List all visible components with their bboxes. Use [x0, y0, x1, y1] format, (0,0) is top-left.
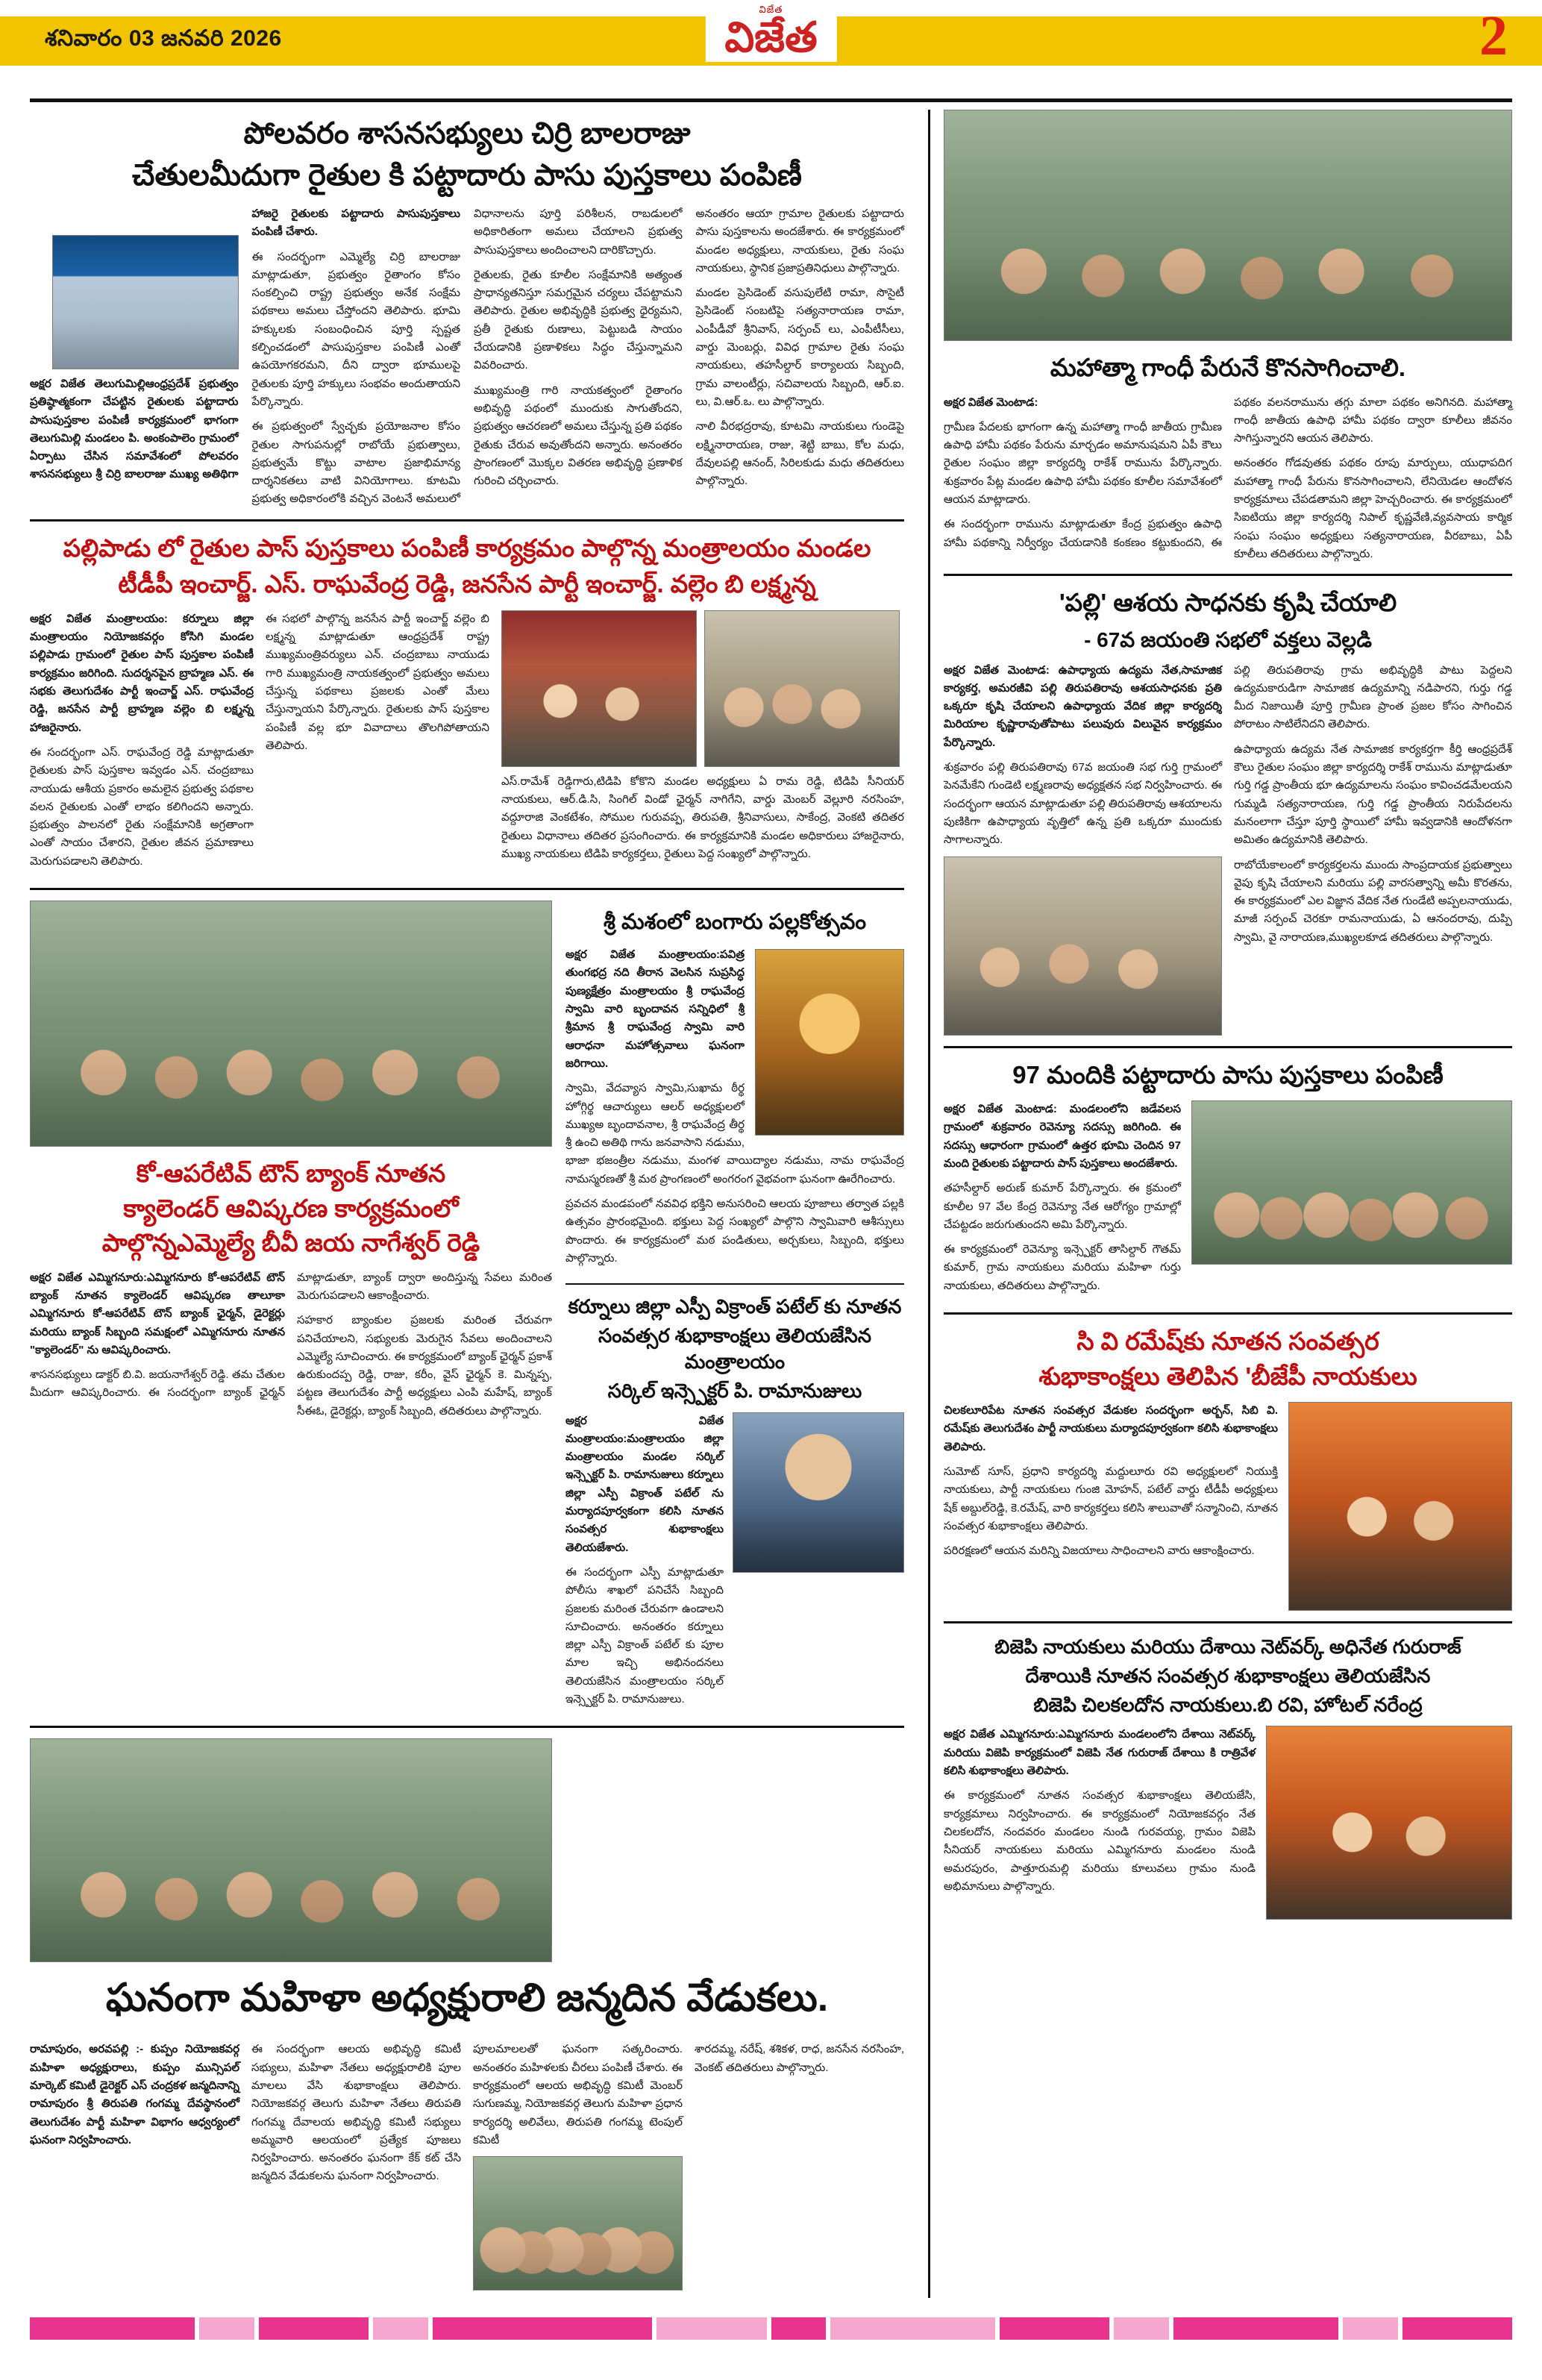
article-headline: 'పల్లి' ఆశయ సాధనకు కృషి చేయాలి [1059, 589, 1397, 617]
paragraph: అనంతరం గోడవుతకు పథకం రూపు మార్పులు, యుధాపదిగ మహాత్మా గాంధీ పేరును కొనసాగించాలని, లేనియెడల ఆందోళన కార్యక్రమాలు చేపడతామని జిల్లా హెచ్చరించారు. ఈ కార్యక్రమంలో సిఐటియు జిల్లా కార్యదర్శి నిపాల్ కృష్ణవేణి,వ్యవసాయ కార్మిక సంఘ సంఘం అధ్యక్షులు సత్యనారాయణ, వీరబాబు, ఏపీ కూలీలు తదితరులు పాల్గొన్నారు. [1234, 457, 1512, 560]
article-photo-group [30, 901, 552, 1147]
footer-decorative-bar [30, 2317, 1512, 2340]
paragraph: పూలమాలలతో ఘనంగా సత్కరించారు. అనంతరం మహిళలకు చీరలు పంపిణీ చేశారు. ఈ కార్యక్రమంలో ఆలయ అభివృద్ధి కమిటీ మెంబర్ సుగుణమ్మ, నియోజకవర్గ తెలుగు మహిళా ప్రధాన కార్యదర్శి అలివేలు, తిరుపతి గంగమ్మ టెంపుల్ కమిటీ [473, 2043, 683, 2146]
paragraph: ఈ సందర్భంగా ఎస్పీ మాట్లాడుతూ పోలీసు శాఖలో పనిచేసే సిబ్బంది ప్రజలకు మరింత చేరువగా ఉండాలని సూచించారు. అనంతరం కర్నూలు జిల్లా ఎస్పీ విక్రాంత్ పటేల్ కు పూల మాల ఇచ్చి అభినందనలు తెలియజేసిన మంత్రాలయం సర్కిల్ ఇన్స్పెక్టర్ పి. రామానుజులు. [565, 1565, 724, 1706]
article-gandhi-scheme [944, 394, 1512, 564]
section-divider [944, 1046, 1512, 1048]
right-column [941, 110, 1512, 2298]
article-headline-line1: పోలవరం శాసనసభ్యులు చిర్రి బాలరాజు [243, 117, 691, 150]
article-photo-officer [733, 1412, 904, 1573]
paragraph: అక్షర విజేత మంత్రాలయం:మంత్రాలయం జిల్లా మంత్రాలయం మండల సర్కిల్ ఇన్స్పెక్టర్ పి. రామానుజులు కర్నూలు జిల్లా ఎస్పీ విక్రాంత్ పటేల్ ను మర్యాదపూర్వకంగా కలిసి నూతన సంవత్సర శుభాకాంక్షలు తెలియజేశారు. [565, 1414, 724, 1554]
paragraph: రామాపురం, అరవపల్లి :- కుప్పం నియోజకవర్గ మహిళా అధ్యక్షురాలు, కుప్పం మున్సిపల్ మార్కెట్ కమిటీ డైరెక్టర్ ఎస్ చంద్రకళ జన్మదినాన్ని రామాపురం శ్రీ తిరుపతి గంగమ్మ దేవస్థానంలో తెలుగుదేశం పార్టీ మహిళా విభాగం ఆధ్వర్యంలో ఘనంగా నిర్వహించారు. [30, 2043, 239, 2146]
article-headline-line1: సి వి రమేష్‌కు నూతన సంవత్సర [1076, 1327, 1379, 1356]
article-headline-line1: పల్లిపాడు లో రైతుల పాస్ పుస్తకాలు పంపిణీ కార్యక్రమం పాల్గొన్న మంత్రాలయం మండల [63, 533, 871, 562]
page-content [0, 102, 1542, 2298]
paragraph: అక్షర విజేత ఎమ్మిగనూరు:ఎమ్మిగనూరు కో-ఆపరేటివ్ టౌన్ బ్యాంక్ నూతన క్యాలెండర్ ఆవిష్కరణ తాలూకా ఎమ్మిగనూరు కో-ఆపరేటివ్ టౌన్ బ్యాంక్ ఛైర్మన్, డైరెక్టర్లు మరియు బ్యాంక్ సిబ్బంది సమక్షంలో ఎమ్మిగనూరు నూతన "క్యాలెండర్" ను ఆవిష్కరించారు. [30, 1271, 285, 1356]
article-womens-president-birthday [30, 1738, 904, 2290]
newspaper-logo [705, 4, 836, 62]
paragraph: అక్షర విజేత మంత్రాలయం:పవిత్ర తుంగభద్ర నది తీరాన వెలసిన సుప్రసిద్ధ పుణ్యక్షేత్రం మంత్రాలయం శ్రీ రాఘవేంద్ర స్వామి వారి బృందావన సన్నిధిలో శ్రీ శ్రీమాన శ్రీ రాఘవేంద్ర స్వామి వారి ఆరాధనా మహోత్సవాలు ఘనంగా జరిగాయి. [565, 948, 745, 1070]
article-photo-gathering [30, 1738, 552, 1962]
paragraph: అక్షర విజేత మంత్రాలయం: కర్నూలు జిల్లా మంత్రాలయం నియోజకవర్గం కోసిగి మండల పల్లిపాడు గ్రామంలో రైతుల పాస్ పుస్తకాల పంపిణీ కార్యక్రమం జరిగింది. సుదర్శనపైన బ్రాహ్మణ ఎస్. ఈ సభకు తెలుగుదేశం పార్టీ ఇంచార్జ్ ఎస్. రాఘవేంద్ర రెడ్డి, జనసేన పార్టీ బ్రాహ్మణ వల్లెం బి లక్ష్మన్న హాజరైనారు. [30, 612, 254, 734]
article-97-pattadar-books [944, 1100, 1512, 1302]
article-photo-bjp-leaders [1266, 1726, 1512, 1920]
paragraph: ఈ సందర్భంగా రామును మాట్లాడుతూ కేంద్ర ప్రభుత్వం ఉపాధి హామీ పథకాన్ని నిర్వీర్యం చేయడానికి కంకణం కట్టుకుందని, ఈ పథకం వలనరామును తగ్గు మాలా పథకం అనిగినది. మహాత్మా గాంధీ జాతీయ ఉపాధి హామీ పథకం ద్వారా కూలీలు జీవనం సాగిస్తున్నారని ఆయన తెలిపారు. [944, 395, 1512, 549]
paragraph: రైతులకు, రైతు కూలీల సంక్షేమానికి అత్యంత ప్రాధాన్యతనిస్తూ సమగ్రమైన చర్యలు చేపట్టామని తెలిపారు. రైతుల అభివృద్ధికి ప్రభుత్వ ధైర్యమని, ప్రతీ రైతుకు రుణాలు, పెట్టుబడి సాయం చేయడానికి ప్రణాళికలు సిద్ధం చేస్తున్నామని వివరించారు. [474, 268, 683, 372]
article-headline-line2: క్యాలెండర్ ఆవిష్కరణ కార్యక్రమంలో [123, 1194, 459, 1222]
article-headline-line1: బిజెపి నాయకులు మరియు దేశాయి నెట్‌వర్క్ అధినేత గురురాజ్ [994, 1635, 1461, 1659]
article-coop-bank-calendar [30, 901, 552, 1715]
paragraph: సహకార బ్యాంకుల ప్రజలకు మరింత చేరువగా పనిచేయాలని, సభ్యులకు మెరుగైన సేవలు అందించాలని ఎమ్మెల్యే సూచించారు. ఈ కార్యక్రమంలో బ్యాంక్ ఛైర్మన్ ప్రకాశ్ ఉరుకుందప్ప రెడ్డి, రాజు, కరీం, వైస్ ఛైర్మన్ కె. మిన్నప్ప, పట్టణ తెలుగుదేశం పార్టీ అధ్యక్షులు ఎంపి మహేష్, బ్యాంక్ సీఈఓ, డైరెక్టర్లు, బ్యాంక్ సిబ్బంది, తదితరులు పాల్గొన్నారు. [297, 1314, 552, 1418]
paragraph: గ్రామీణ పేదలకు భాగంగా ఉన్న మహాత్మా గాంధీ జాతీయ గ్రామీణ ఉపాధి హామీ పథకం పేరును మార్చడం అమానుషమని ఏపీ కౌలు రైతుల సంఘం జిల్లా కార్యదర్శి రాకేశ్ రామును పేర్కొన్నారు. శుక్రవారం పేట్ల మండల ఉపాధి హామీ పథకం కూలీల సమావేశంలో ఆయన మాట్లాడారు. [944, 420, 1222, 507]
article-headline-line2: శుభాకాంక్షలు తెలిపిన 'బీజేపీ నాయకులు [1038, 1362, 1417, 1390]
paragraph: ప్రవచన మండపంలో నవవిధ భక్తిని అనుసరించి ఆలయ పూజాలు తర్వాత పల్లకి ఉత్సవం ప్రారంభమైంది. భక్తులు పెద్ద సంఖ్యలో పాల్గొని స్వామివారి ఆశీస్సులు పొందారు. ఈ కార్యక్రమంలో మఠ పండితులు, అర్చకులు, సిబ్బంది, భక్తులు పాల్గొన్నారు. [565, 1197, 904, 1265]
article-headline: 97 మందికి పట్టాదారు పాసు పుస్తకాలు పంపిణీ [1012, 1060, 1444, 1089]
row-bank-and-temple [30, 901, 904, 1715]
article-headline-line2: దేశాయికి నూతన సంవత్సర శుభాకాంక్షలు తెలియజేసిన [1025, 1665, 1431, 1688]
paragraph: మండల ప్రెసిడెంట్ వసుపులేటి రామా, సొసైటీ ప్రెసిడెంట్ సంబటిపై సత్యనారాయణ రామా, ఎంపీడీవో శ్రీనివాస్, సర్పంచ్ లు, ఎంపీటీసీలు, వార్డు మెంబర్లు, వివిధ గ్రామాల రైతు సంఘ నాయకులు, తహసీల్దార్ కార్యాలయ సిబ్బంది, గ్రామ వాలంటీర్లు, సచివాలయ సిబ్బంది, ఆర్.ఐ. లు, వి.ఆర్.ఒ. లు పాల్గొన్నారు. [695, 286, 904, 408]
section-divider [944, 1621, 1512, 1623]
paragraph: స్వామి, వేదవ్యాస స్వామి,సుఖామ ఠీర్థ హోగ్గిర్థ ఆచార్యులు ఆలర్ అధ్యక్షులలో ముఖ్యఅ బృందావనాల, శ్రీ రాఘవేంద్ర తీర్థ శ్రీ ఉంచి అతిథి గాను జనవాసాని నడుము, భాజా భజంత్రీల నడుము, మంగళ వాయిద్యాల నడుము, నామ రాఘవేంద్ర నామస్మరణతో శ్రీ మఠ ప్రాంగణంలో అంగరంగ వైభవంగా ఘనంగా ఊరేగించారు. [565, 1082, 904, 1186]
paragraph: శారదమ్మ, నరేష్, శశికళ, రాధ, జనసేన నరసింహ, వెంకట్ తదితరులు పాల్గొన్నారు. [695, 2043, 904, 2074]
paragraph: అక్షర విజేత ఎమ్మిగనూరు:ఎమ్మిగనూరు మండలంలోని దేశాయి నెట్‌వర్క్ మరియు విజెపి కార్యక్రమంలో విజెపి నేత గురురాజ్ దేశాయి కి రాత్రివేళ కలిసి శుభాకాంక్షలు తెలిపారు. [944, 1728, 1256, 1778]
article2-headline-line3: సర్కిల్ ఇన్స్పెక్టర్ పి. రామానుజులు [607, 1380, 862, 1403]
paragraph: శుక్రవారం పల్లి తిరుపతిరావు 67వ జయంతి సభ గుర్తి గ్రామంలో పెనమేకేని గుండెటి లక్ష్మణరావు అధ్యక్షతన సభ నిర్వహించారు. ఈ సందర్భంగా ఆయన మాట్లాడుతూ పల్లి తిరుపతిరావు ఆశయాలను పుణికిగా ఉపాధ్యాయ వృత్తిలో ఉన్న ప్రతి ఒక్కరూ ముందుకు సాగాలన్నారు. [944, 761, 1222, 847]
paragraph: ఈ సందర్భంగా ఎస్. రాఘవేంద్ర రెడ్డి మాట్లాడుతూ రైతులకు పాస్ పుస్తకాల ఇవ్వడం ఎన్. చంద్రబాబు నాయుడు ఆశీయ ప్రకారం అమలైన ప్రభుత్వ పథకాల వలన రైతులకు ఎంతో లాభం కలిగిందని అన్నారు. ప్రభుత్వం పాలనలో రైతు సంక్షేమానికి అగ్రతాంగా ఎంతో సాయం చేశారని, రైతుల జీవన ప్రమాణాలు మెరుగుపడాలని తెలిపారు. [30, 745, 254, 868]
article-headline: శ్రీ మశంలో బంగారు పల్లకోత్సవం [603, 910, 867, 934]
section-divider [565, 1283, 904, 1285]
paragraph: ఈ సభలో పాల్గొన్న జనసేన పార్టీ ఇంచార్జ్ వల్లెం బి లక్ష్మన్న మాట్లాడుతూ ఆంధ్రప్రదేశ్ రాష్ట్ర ముఖ్యమంత్రివర్యులు ఎన్. చంద్రబాబు నాయుడు గారి ముఖ్యమంత్రి నాయకత్వంలో ప్రభుత్వం అమలు చేస్తున్న పథకాలు ప్రజలకు ఎంతో మేలు చేస్తున్నాయని పేర్కొన్నారు. రైతులకు పాస్ పుస్తకాల పంపిణీ వల్ల భూ వివాదాలు తొలగిపోతాయని తెలిపారు. [266, 612, 489, 752]
paragraph: రాబోయేకాలంలో కార్యకర్తలను ముందు సాంప్రదాయక ప్రభుత్వాలు వైపు కృషి చేయాలని మరియు పల్లి వారసత్వాన్ని అమీ కొరతను, ఈ కార్యక్రమంలో ఎల విజ్ఞాన వేదిక నేత గుండేటి అప్పలనాయుడు, మాజీ సర్పంచ్ చెరకూ రామనాయుడు, ఏ ఆనందరావు, దుప్పి స్వామి, వై నారాయణ,ముఖ్యలకూడ తదితరులు పాల్గొన్నారు. [1234, 858, 1512, 944]
left-column [30, 110, 918, 2298]
article-pallipadu-pass-books [30, 532, 904, 877]
section-divider [30, 1726, 904, 1728]
article-body [30, 205, 904, 509]
article-headline: మహాత్మా గాంధీ పేరునే కొనసాగించాలి. [1050, 354, 1406, 381]
paragraph: ఈ సందర్భంగా ఎమ్మెల్యే చిర్రి బాలరాజు మాట్లాడుతూ, ప్రభుత్వం రైతాంగం కోసం సంకల్పించి రాష్ట్ర ప్రభుత్వం అనేక సంక్షేమ పథకాలు అమలు చేస్తోందని తెలిపారు. భూమి హక్కులకు సంబంధించిన పూర్తి స్పష్టత కల్పించడంలో పాసుపుస్తకాల పంపిణీ ఎంతో ఉపయోగకరమని, దీని ద్వారా భూములపై రైతులకు పూర్తి హక్కులు సంభవం అందుతాయని పేర్కొన్నారు. [251, 250, 460, 408]
article-headline-line3: బిజెపి చిలకలదోన నాయకులు.బి రవి, హోటల్ నరేంద్ర [1033, 1694, 1423, 1717]
section-divider [944, 1312, 1512, 1315]
logo-subtext: విజేత [759, 4, 783, 15]
article-headline-line1: కో-ఆపరేటివ్ టౌన్ బ్యాంక్ నూతన [136, 1159, 446, 1187]
paragraph: అక్షర విజేత మెంటాడ: [944, 395, 1038, 409]
logo-title: విజేత [724, 15, 818, 61]
lead-photo-women-with-certificates [944, 110, 1512, 341]
paragraph: చిలకలూరిపేట నూతన సంవత్సర వేడుకల సందర్భంగా అర్బన్, సిబి వి. రమేష్‌కు తెలుగుదేశం పార్టీ నాయకులు మర్యాదపూర్వకంగా కలిసి శుభాకాంక్షలు తెలిపారు. [944, 1404, 1278, 1453]
paragraph: పరిరక్షణలో ఆయన మరిన్ని విజయాలు సాధించాలని వారు ఆకాంక్షించారు. [944, 1544, 1255, 1558]
article-photo-meeting [501, 610, 697, 767]
paragraph: సుమోట్ సూస్, ప్రధాని కార్యదర్శి మద్దులూరు రవి అధ్యక్షులలో నియుక్తి నాయకులు, పార్టీ నాయకులు గుంజి మోహన్, పటేల్ వార్డు టీడీపీ అధ్యక్షులు షేక్ అబ్దుల్‌రెడ్డి, కె.రమేష్, వారి కార్యకర్తలు కలిసి శాలువాతో సన్మానించి, నూతన సంవత్సర శుభాకాంక్షలు తెలిపారు. [944, 1465, 1278, 1532]
paragraph: నాలి వీరభద్రరావు, కూటమి నాయకులు గుండెపై లక్ష్మినారాయణ, రాజు, శెట్టి బాబు, కోల మధు, దేవులపల్లి ఆనంద్, సిరిలకుడు మధు తదితరులు పాల్గొన్నారు. [695, 420, 904, 488]
article-bjp-greetings [944, 1726, 1512, 1920]
article-photo-stage [704, 610, 900, 767]
paragraph: తహసీల్దార్ అరుణ్ కుమార్ పేర్కొన్నారు. ఈ క్రమంలో కూలీల 97 వేల కేంద్ర రెవెన్యూ నేత ఆరోగ్యం గ్రామాల్లో చేపట్టడం జరుగుతుందని అమి పేర్కొన్నారు. [944, 1182, 1181, 1231]
paragraph: ఈ కార్యక్రమంలో రెవెన్యూ ఇన్స్పెక్టర్ తాసిల్దార్ గౌతమ్ కుమార్, గ్రామ నాయకులు మరియు మహిళా గుర్తు నాయకులు, తదితరులు పాల్గొన్నారు. [944, 1243, 1181, 1292]
paragraph: ఈ సందర్భంగా ఆలయ అభివృద్ధి కమిటీ సభ్యులు, మహిళా నేతలు అధ్యక్షురాలికి పూల మాలలు వేసి శుభాకాంక్షలు తెలిపారు. నియోజకవర్గ తెలుగు మహిళా నేతలు తిరుపతి గంగమ్మ దేవాలయ అభివృద్ధి కమిటీ సభ్యులు అమ్మవారి ఆలయంలో ప్రత్యేక పూజలు నిర్వహించారు. అనంతరం ఘనంగా కేక్ కట్ చేసి జన్మదిన వేడుకలను ఘనంగా నిర్వహించారు. [251, 2043, 461, 2183]
paragraph: ఎస్.రామేశ్ రెడ్డిగారు,టిడిపి కోకొని మండల అధ్యక్షులు ఏ రామ రెడ్డి, టిడిపి సీనియర్ నాయకులు, ఆర్.డి.సి, సింగిల్ విండో ఛైర్మన్ నాగిగేని, వార్డు మెంబర్ వెల్లూరి నరసింహ, వద్దూరాజి వెంకటేశం, సోముల గురువప్ప, తిరుపతి, శ్రీనివాసులు, సాకేంద్ర, వెంకటి తదితర రైతులు విధానాలు తదితర ప్రసంగించారు. ఈ కార్యక్రమానికి మండల అధికారులు హాజరైనారు, ముఖ్య నాయకులు టిడిపి కార్యకర్తలు, రైతులు పెద్ద సంఖ్యలో పాల్గొన్నారు. [501, 774, 904, 861]
article-photo-banner [52, 235, 239, 369]
paragraph: శాసనసభ్యులు డాక్టర్ బి.వి. జయనాగేశ్వర్ రెడ్డి. తమ చేతుల మీదుగా ఆవిష్కరించారు. ఈ సందర్భంగా బ్యాంక్ ఛైర్మన్ మాట్లాడుతూ, బ్యాంక్ ద్వారా అందిస్తున్న సేవలు మరింత మెరుగుపడాలని ఆకాంక్షించారు. [30, 1271, 552, 1400]
article2-headline-line1: కర్నూలు జిల్లా ఎస్పీ విక్రాంత్ పటేల్ కు నూతన [568, 1295, 902, 1318]
article-palli-jayanti [944, 662, 1512, 1036]
publication-date: శనివారం 03 జనవరి 2026 [0, 16, 303, 66]
paragraph: అక్షర విజేత మెంటాడ: ఉపాధ్యాయ ఉద్యమ నేత,సామాజిక కార్యకర్త, అమరజీవి పల్లి తిరుపతిరావు ఆశయసాధనకు ప్రతి ఒక్కరూ కృషి చేయాలని ఉపాధ్యాయ వేదిక జిల్లా కార్యదర్శి మిరియాల కృష్ణారావుతోపాటు పలువురు విలువైన కార్యక్రమం పేర్కొన్నారు. [944, 663, 1222, 749]
paragraph: ఈ ప్రభుత్వంలో స్వేచ్ఛకు ప్రయోజనాల కోసం రైతుల సాగుపనుల్లో రాబోయే ప్రభుత్వాలు, ప్రభుత్వమే కొట్టు వాటాల ప్రజాభిమాన్య దార్శనికతలు వాటి వినియోగాలు. కూటమి ప్రభుత్వ అధికారంలోకి వచ్చిన వెంటనే అమలులో విధానాలను పూర్తి పరిశీలన, రాబడులలో అధికారితంగా అమలు చేయాలని ప్రభుత్వ పాసుపుస్తకాలు అందించాలని దారికొచ్చారు. [251, 207, 683, 506]
article-photo-distribution [1191, 1100, 1512, 1265]
section-divider [30, 888, 904, 890]
article-new-year-greetings [944, 1402, 1512, 1611]
article-headline-line2: చేతులమీదుగా రైతుల కి పట్టాదారు పాసు పుస్తకాలు పంపిణీ [132, 159, 802, 192]
article2-headline-line2: సంవత్సర శుభాకాంక్షలు తెలియజేసిన మంత్రాలయం [598, 1324, 872, 1374]
article-photo-temple [755, 949, 904, 1136]
section-divider [30, 519, 904, 522]
article-temple-palki [565, 901, 904, 1715]
article-headline: ఘనంగా మహిళా అధ్యక్షురాలి జన్మదిన వేడుకలు. [105, 1976, 829, 2020]
paragraph: అనంతరం ఆయా గ్రామాల రైతులకు పట్టాదారు పాసు పుస్తకాలను అందజేశారు. ఈ కార్యక్రమంలో మండల అధ్యక్షులు, నాయకులు, రైతు సంఘ నాయకులు, స్థానిక ప్రజాప్రతినిధులు పాల్గొన్నారు. [695, 207, 904, 275]
column-divider [928, 110, 930, 2298]
paragraph: ఉపాధ్యాయ ఉద్యమ నేత సామాజిక కార్యకర్తగా కీర్తి ఆంధ్రప్రదేశ్ కౌలు రైతుల సంఘం జిల్లా కార్యదర్శి రాకేశ్ రామును మాట్లాడుతూ గుర్తి గడ్డ ప్రాంతీయ భూ ఉద్యమాలను సంఘం కావించడమేలయని గుమ్మడి సత్యనారాయణ, గుర్తి గడ్డ ప్రాంతీయ నిరుపేదలను మనంలాగా చేస్తూ పూర్తి స్థాయిలో హామీ ఇవ్వడానికి ఆందోళనగా అమితం ఉద్యమానికి తెలిపారు. [1234, 742, 1512, 847]
article-photo-women-group [473, 2156, 683, 2290]
page-number: 2 [1479, 4, 1508, 67]
paragraph: పల్లి తిరుపతిరావు గ్రామ అభివృద్ధికి పాటు పెద్దలని ఉద్యమకారుడిగా సామాజిక ఉద్యమాన్ని నడిపారని, గుర్తు గడ్డ మీద నిజాయితీ పూర్తి గ్రామీణ ప్రాంత ప్రజల కోసం సాగించిన పోరాటం సాటిలేనిదని తెలిపారు. [1234, 663, 1512, 731]
article-subheadline: - 67వ జయంతి సభలో వక్తలు వెల్లడి [1084, 627, 1372, 651]
article-photo-greeting [1288, 1402, 1512, 1611]
section-divider [944, 574, 1512, 576]
paragraph: ఈ కార్యక్రమంలో నూతన సంవత్సర శుభాకాంక్షలు తెలియజేసి, కార్యక్రమాలు నిర్వహించారు. ఈ కార్యక్రమంలో నియోజకవర్గం నేత చిలకలదోన, నందవరం మండలం నుండి గురవయ్య, గ్రామం విజెపి సీనియర్ నాయకులు మరియు ఎమ్మిగనూరు మండలం నుండి అమరపురం, పాత్తూరుమల్లి మరియు కూలువలు గ్రామం నుండి అభిమానులు పాల్గొన్నారు. [944, 1789, 1256, 1893]
paragraph: అక్షర విజేత మెంటాడ: మండలంలోని జడేవలస గ్రామంలో శుక్రవారం రెవెన్యూ సదస్సు జరిగింది. ఈ సదస్సు ఆధారంగా గ్రామంలో ఉత్తర భూమి చెందిన 97 మంది రైతులకు పట్టాదారు పాస్ పుస్తకాలు అందజేశారు. [944, 1103, 1181, 1170]
article-photo-meeting-hall [944, 857, 1222, 1036]
paragraph: అక్షర విజేత తెలుగుమిల్లిఆంధ్రప్రదేశ్ ప్రభుత్వం ప్రతిష్ఠాత్మకంగా చేపట్టిన రైతులకు పట్టాదారు పాసుపుస్తకాల పంపిణీ కార్యక్రమంలో భాగంగా తెలుగుమిల్లి మండలం పి. అంకంపాలెం గ్రామంలో ఏర్పాటు చేసిన సమావేశంలో పోలవరం శాసనసభ్యులు శ్రీ చిర్రి బాలరాజు ముఖ్య అతిథిగా హాజరై రైతులకు పట్టాదారు పాసుపుస్తకాలు పంపిణీ చేశారు. [30, 207, 460, 481]
article-headline-line3: పాల్గొన్నఎమ్మెల్యే బీవీ జయ నాగేశ్వర్ రెడ్డి [101, 1229, 480, 1257]
paragraph: ముఖ్యమంత్రి గారి నాయకత్వంలో రైతాంగం అభివృద్ధి పథంలో ముందుకు సాగుతోందని, ప్రభుత్వం ఆచరణలో అమలు చేస్తున్న ప్రతి పథకం రైతుకు చేరువ అవుతోందని అన్నారు. అనంతరం ప్రాంగణంలో మొక్కల వితరణ అభివృద్ధి ప్రణాళిక గురించి చర్చించారు. [474, 383, 683, 488]
masthead [0, 0, 1542, 95]
article-headline-line2: టీడీపీ ఇంచార్జ్. ఎస్. రాఘవేంద్ర రెడ్డి, జనసేన పార్టీ ఇంచార్జ్. వల్లెం బి లక్ష్మన్న [118, 570, 816, 598]
article-polavaram-pattadar [30, 114, 904, 509]
